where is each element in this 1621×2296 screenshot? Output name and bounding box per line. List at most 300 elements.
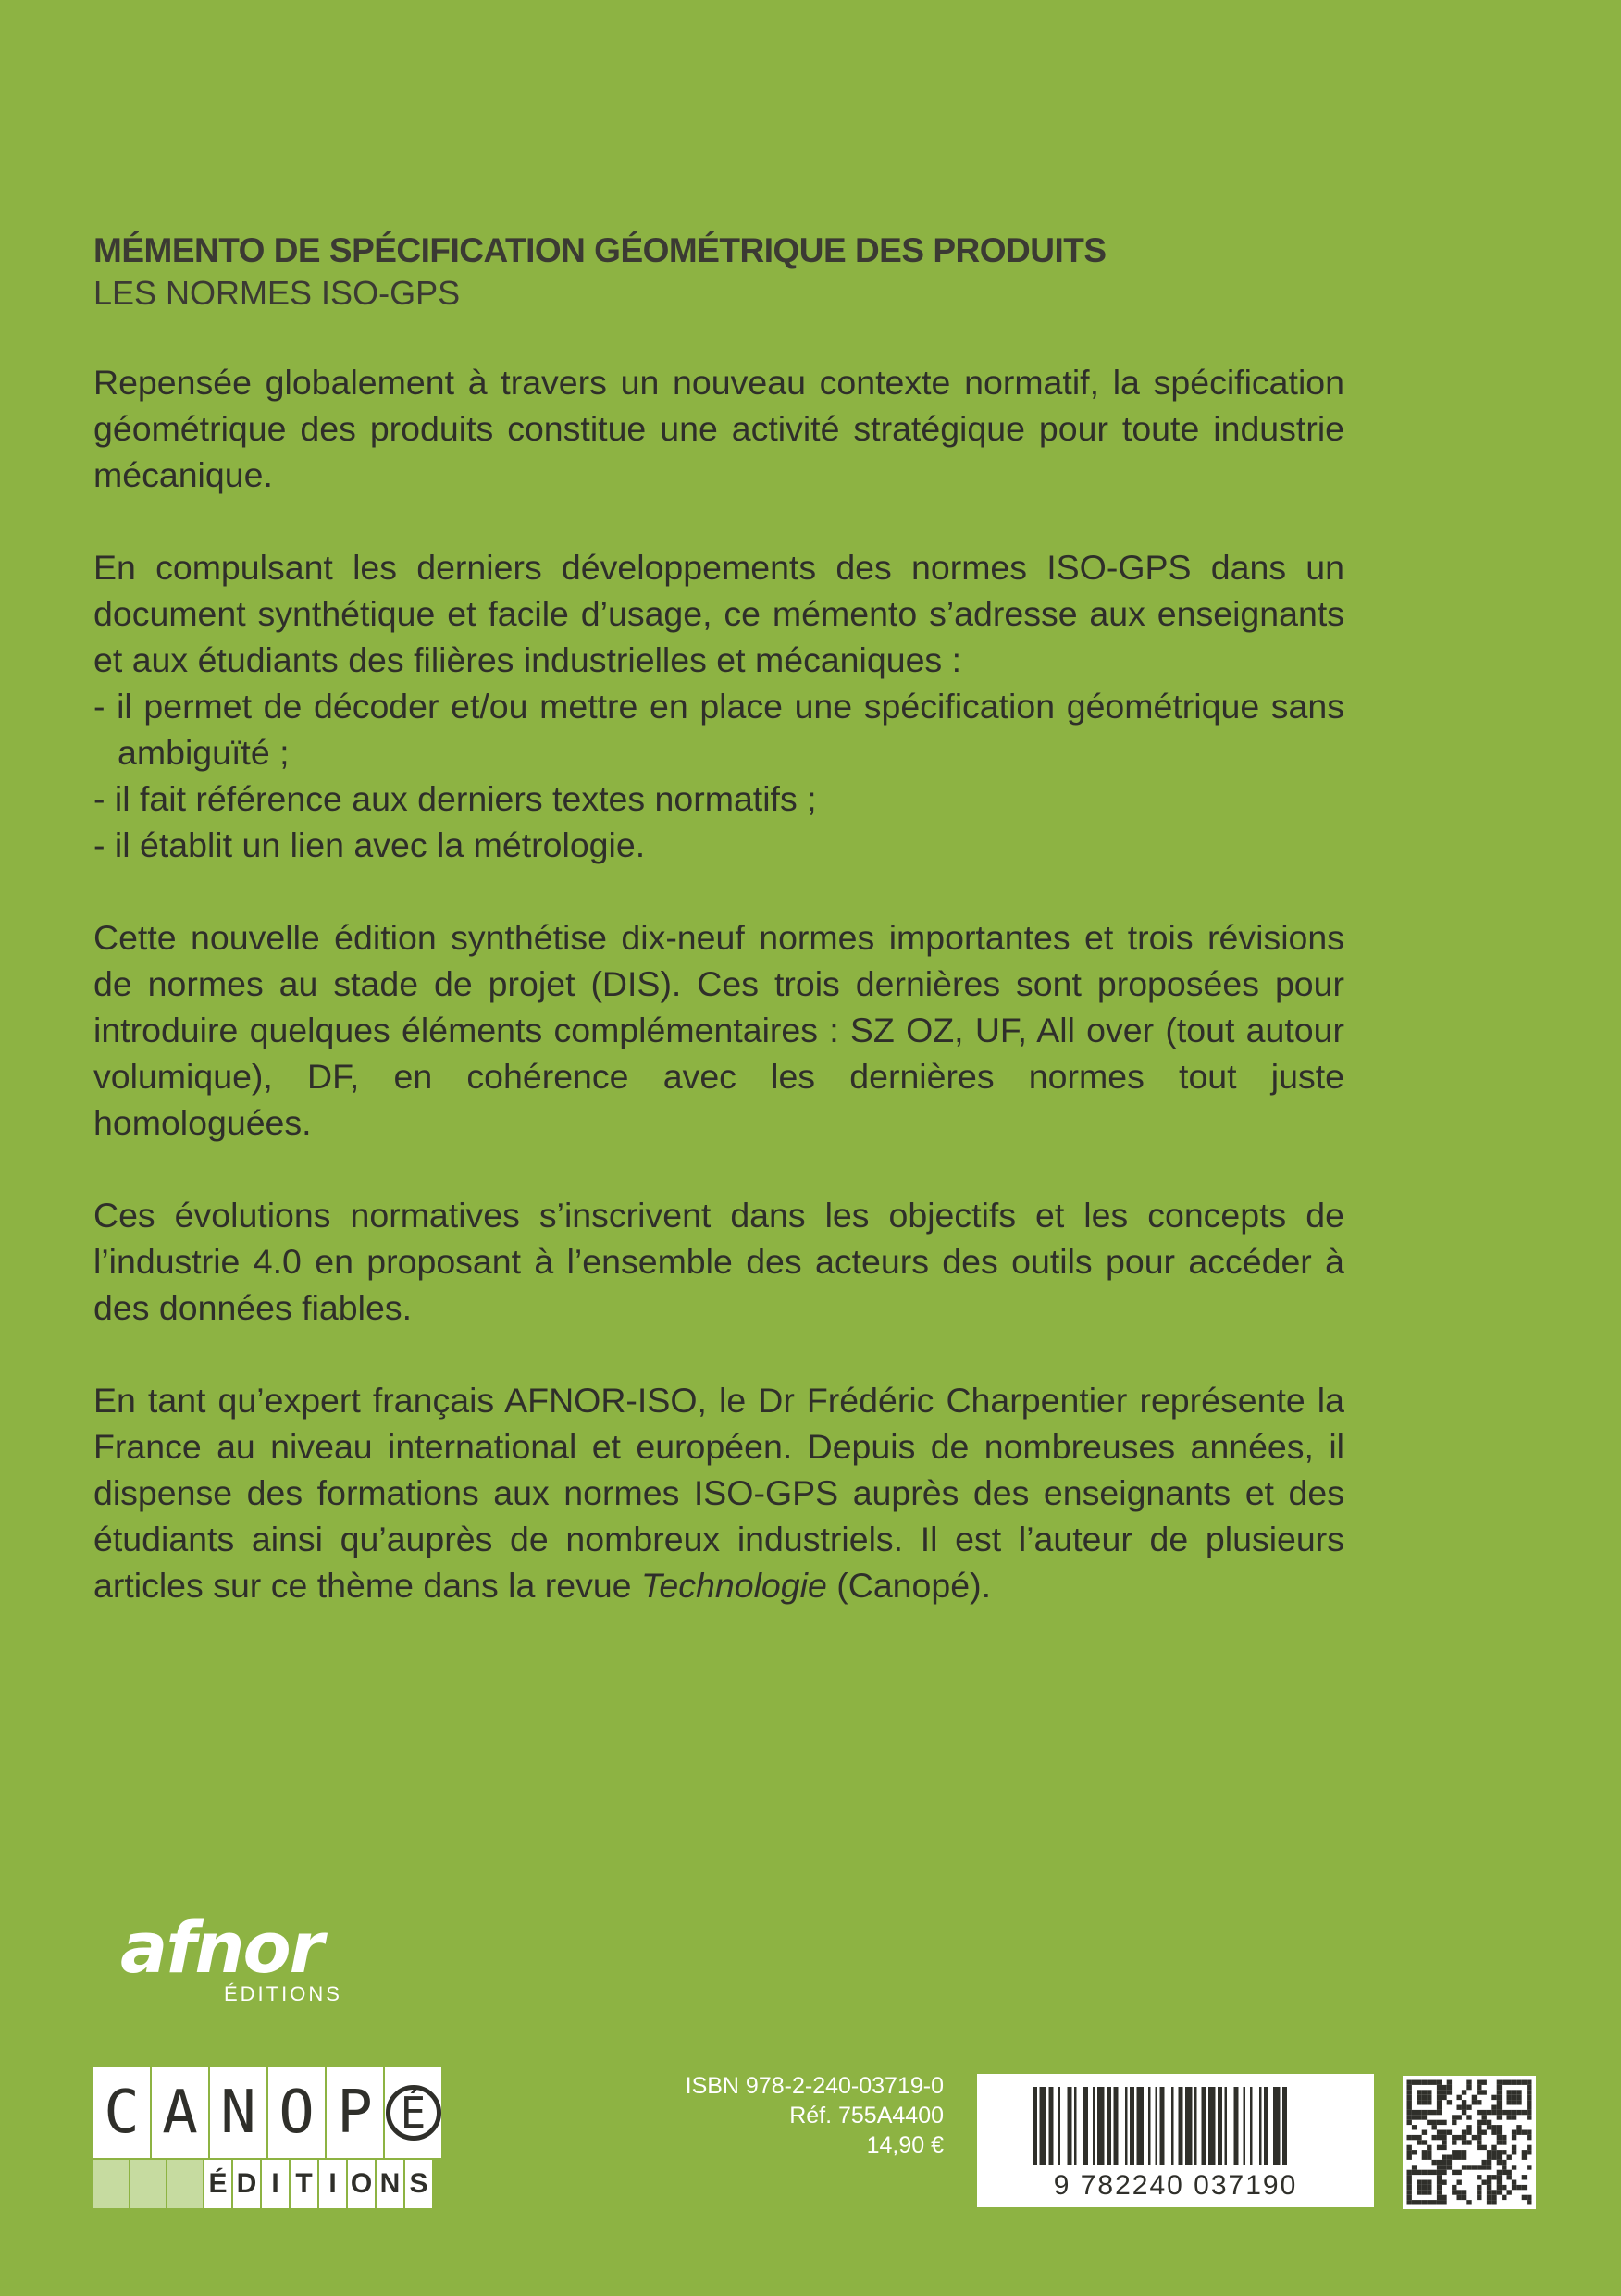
qr-module (1482, 2130, 1487, 2135)
qr-module (1466, 2130, 1471, 2135)
qr-module (1516, 2185, 1521, 2190)
qr-module (1522, 2175, 1527, 2179)
qr-module (1497, 2125, 1502, 2129)
barcode-bar (1058, 2087, 1061, 2165)
qr-module (1407, 2155, 1412, 2160)
qr-module (1412, 2165, 1417, 2169)
paragraph-audience (93, 544, 1344, 868)
feature-item: - il permet de décoder et/ou mettre en place une spécification géométrique sans ambiguïté ; (93, 687, 1344, 772)
barcode-bar (1125, 2087, 1128, 2165)
qr-module (1507, 2170, 1512, 2175)
qr-module (1417, 2190, 1421, 2194)
qr-module (1457, 2150, 1462, 2154)
qr-module (1477, 2120, 1481, 2125)
qr-module (1442, 2140, 1446, 2144)
qr-module (1442, 2120, 1446, 2125)
qr-module (1527, 2150, 1531, 2154)
qr-module (1477, 2090, 1481, 2094)
qr-module (1482, 2180, 1487, 2185)
qr-code (1403, 2076, 1536, 2209)
qr-module (1427, 2155, 1431, 2160)
qr-module (1457, 2115, 1462, 2119)
qr-module (1507, 2100, 1512, 2104)
qr-module (1512, 2130, 1516, 2135)
qr-module (1407, 2080, 1412, 2085)
qr-module (1462, 2155, 1466, 2160)
qr-module (1422, 2090, 1427, 2094)
qr-module (1412, 2080, 1417, 2085)
paragraph-edition: Cette nouvelle édition synthétise dix-neuf normes importantes et trois révisions de normes au stade de projet (DIS). Ces trois dernières sont proposées pour introduire quelques éléments complémentaires : SZ OZ, UF, All over (tout autour volumique), DF, en cohérence avec les dernières normes tout juste homologuées. (93, 918, 1344, 1142)
qr-module (1462, 2100, 1466, 2104)
barcode-bar (1137, 2087, 1145, 2165)
qr-module (1452, 2170, 1456, 2175)
qr-module (1462, 2195, 1466, 2200)
qr-module (1512, 2095, 1516, 2100)
qr-module (1422, 2115, 1427, 2119)
qr-module (1427, 2150, 1431, 2154)
qr-module (1512, 2090, 1516, 2094)
qr-module (1452, 2150, 1456, 2154)
qr-module (1527, 2200, 1531, 2204)
canope-sub-letter: D (233, 2160, 260, 2208)
qr-module (1437, 2175, 1442, 2179)
qr-module (1527, 2100, 1531, 2104)
qr-module (1437, 2185, 1442, 2190)
qr-module (1432, 2125, 1437, 2129)
qr-module (1437, 2190, 1442, 2194)
qr-module (1422, 2100, 1427, 2104)
book-title: MÉMENTO DE SPÉCIFICATION GÉOMÉTRIQUE DES PRODUITS (93, 231, 1107, 269)
qr-module (1497, 2160, 1502, 2165)
qr-module (1407, 2170, 1412, 2175)
qr-module (1457, 2155, 1462, 2160)
qr-module (1437, 2080, 1442, 2085)
qr-module (1447, 2165, 1452, 2169)
barcode-bar (1259, 2087, 1262, 2165)
book-subtitle: LES NORMES ISO-GPS (93, 274, 461, 312)
barcode-bar (1273, 2087, 1281, 2165)
qr-module (1437, 2145, 1442, 2150)
qr-module (1417, 2095, 1421, 2100)
qr-module (1507, 2095, 1512, 2100)
qr-module (1437, 2165, 1442, 2169)
qr-module (1422, 2170, 1427, 2175)
qr-module (1437, 2195, 1442, 2200)
qr-module (1437, 2085, 1442, 2090)
canope-sub-letter: N (377, 2160, 403, 2208)
qr-module (1427, 2080, 1431, 2085)
barcode-bar (1185, 2087, 1193, 2165)
qr-module (1477, 2100, 1481, 2104)
qr-module (1457, 2180, 1462, 2185)
qr-module (1487, 2160, 1491, 2165)
qr-module (1497, 2090, 1502, 2094)
qr-module (1452, 2190, 1456, 2194)
qr-module (1447, 2080, 1452, 2085)
qr-module (1497, 2190, 1502, 2194)
canope-logo (93, 2067, 502, 2208)
qr-module (1497, 2100, 1502, 2104)
barcode-bar (1234, 2087, 1239, 2165)
qr-module (1527, 2195, 1531, 2200)
qr-module (1466, 2125, 1471, 2129)
qr-module (1432, 2110, 1437, 2115)
qr-module (1482, 2160, 1487, 2165)
qr-module (1452, 2120, 1456, 2125)
qr-module (1482, 2090, 1487, 2094)
isbn: ISBN 978-2-240-03719-0 (685, 2073, 944, 2099)
qr-module (1422, 2130, 1427, 2135)
reference: Réf. 755A4400 (789, 2103, 944, 2128)
qr-module (1502, 2165, 1506, 2169)
qr-module (1407, 2095, 1412, 2100)
qr-module (1437, 2135, 1442, 2140)
qr-module (1407, 2150, 1412, 2154)
qr-module (1482, 2115, 1487, 2119)
qr-module (1527, 2135, 1531, 2140)
qr-module (1491, 2125, 1496, 2129)
qr-module (1407, 2100, 1412, 2104)
qr-module (1491, 2195, 1496, 2200)
canope-sub-letter: I (319, 2160, 346, 2208)
barcode-bar (1033, 2087, 1037, 2165)
qr-module (1407, 2180, 1412, 2185)
qr-module (1507, 2190, 1512, 2194)
qr-module (1527, 2085, 1531, 2090)
qr-module (1487, 2190, 1491, 2194)
qr-module (1442, 2085, 1446, 2090)
qr-module (1512, 2180, 1516, 2185)
qr-module (1442, 2130, 1446, 2135)
qr-module (1452, 2140, 1456, 2144)
qr-module (1427, 2090, 1431, 2094)
qr-module (1452, 2135, 1456, 2140)
qr-module (1417, 2200, 1421, 2204)
qr-module (1487, 2110, 1491, 2115)
qr-module (1437, 2090, 1442, 2094)
qr-module (1522, 2195, 1527, 2200)
qr-module (1482, 2165, 1487, 2169)
canope-sub-letter: O (348, 2160, 375, 2208)
qr-module (1412, 2170, 1417, 2175)
qr-code-pattern (1403, 2076, 1536, 2209)
qr-module (1491, 2130, 1496, 2135)
barcode-bar (1083, 2087, 1088, 2165)
qr-module (1527, 2165, 1531, 2169)
qr-module (1522, 2110, 1527, 2115)
qr-module (1407, 2185, 1412, 2190)
qr-module (1432, 2160, 1437, 2165)
qr-module (1442, 2155, 1446, 2160)
feature-item: - il fait référence aux derniers textes normatifs ; (93, 779, 817, 818)
qr-module (1512, 2150, 1516, 2154)
qr-module (1487, 2155, 1491, 2160)
qr-module (1477, 2165, 1481, 2169)
qr-module (1412, 2115, 1417, 2119)
qr-module (1466, 2105, 1471, 2110)
qr-module (1487, 2120, 1491, 2125)
qr-module (1417, 2110, 1421, 2115)
qr-module (1516, 2130, 1521, 2135)
qr-module (1447, 2090, 1452, 2094)
qr-module (1491, 2105, 1496, 2110)
qr-module (1422, 2155, 1427, 2160)
barcode-bar (1148, 2087, 1151, 2165)
canope-letter: C (93, 2067, 150, 2158)
qr-module (1527, 2105, 1531, 2110)
qr-module (1497, 2140, 1502, 2144)
qr-module (1491, 2095, 1496, 2100)
barcode-bar (1264, 2087, 1268, 2165)
canope-pale-block (167, 2160, 203, 2208)
qr-module (1442, 2160, 1446, 2165)
qr-module (1466, 2085, 1471, 2090)
qr-module (1487, 2185, 1491, 2190)
qr-module (1452, 2185, 1456, 2190)
qr-module (1477, 2135, 1481, 2140)
qr-module (1497, 2150, 1502, 2154)
afnor-brand: afnor (120, 1906, 323, 1989)
qr-module (1457, 2170, 1462, 2175)
qr-module (1497, 2180, 1502, 2185)
barcode-bar (1049, 2087, 1054, 2165)
qr-module (1417, 2115, 1421, 2119)
qr-module (1462, 2165, 1466, 2169)
qr-module (1487, 2180, 1491, 2185)
qr-module (1477, 2175, 1481, 2179)
qr-module (1462, 2190, 1466, 2194)
qr-module (1437, 2130, 1442, 2135)
qr-module (1412, 2200, 1417, 2204)
qr-module (1462, 2150, 1466, 2154)
qr-module (1497, 2080, 1502, 2085)
qr-module (1477, 2080, 1481, 2085)
barcode-bar (1160, 2087, 1165, 2165)
qr-module (1407, 2145, 1412, 2150)
qr-module (1427, 2120, 1431, 2125)
qr-module (1417, 2180, 1421, 2185)
qr-module (1527, 2080, 1531, 2085)
qr-module (1432, 2135, 1437, 2140)
barcode-bar (1250, 2087, 1253, 2165)
barcode-bar (1208, 2087, 1216, 2165)
qr-module (1497, 2175, 1502, 2179)
barcode-digits: 9 782240 037190 (1053, 2170, 1298, 2201)
qr-module (1512, 2165, 1516, 2169)
qr-module (1502, 2160, 1506, 2165)
qr-module (1442, 2165, 1446, 2169)
qr-module (1497, 2095, 1502, 2100)
qr-module (1427, 2095, 1431, 2100)
qr-module (1472, 2100, 1477, 2104)
barcode-bar (1179, 2087, 1183, 2165)
qr-module (1497, 2085, 1502, 2090)
qr-module (1417, 2100, 1421, 2104)
qr-module (1427, 2100, 1431, 2104)
qr-module (1507, 2115, 1512, 2119)
canope-sub-letter: É (204, 2160, 231, 2208)
qr-module (1497, 2130, 1502, 2135)
author-text-a: En tant qu’expert français AFNOR-ISO, le Dr Frédéric Charpentier représente la France au niveau international et européen. Depuis de nombreuses années, il dispense des formations aux normes ISO-GPS auprès des enseignants et des étudiants ainsi qu’auprès de nombreux industriels. Il est l’auteur de plusieurs articles sur ce thème dans la revue (93, 1381, 1344, 1605)
qr-module (1447, 2160, 1452, 2165)
qr-module (1502, 2150, 1506, 2154)
canope-letter: A (152, 2067, 208, 2158)
qr-module (1447, 2130, 1452, 2135)
qr-module (1422, 2185, 1427, 2190)
qr-module (1472, 2095, 1477, 2100)
paragraph-author (93, 1377, 1344, 1608)
qr-module (1422, 2095, 1427, 2100)
qr-module (1462, 2090, 1466, 2094)
qr-module (1447, 2100, 1452, 2104)
qr-module (1447, 2155, 1452, 2160)
qr-module (1462, 2110, 1466, 2115)
qr-module (1422, 2180, 1427, 2185)
qr-module (1512, 2145, 1516, 2150)
qr-module (1477, 2195, 1481, 2200)
barcode-bar (1040, 2087, 1047, 2165)
feature-list (93, 683, 1344, 868)
qr-module (1407, 2120, 1412, 2125)
qr-module (1432, 2080, 1437, 2085)
qr-module (1482, 2110, 1487, 2115)
qr-module (1437, 2200, 1442, 2204)
qr-module (1512, 2110, 1516, 2115)
qr-module (1491, 2200, 1496, 2204)
qr-module (1427, 2170, 1431, 2175)
qr-module (1487, 2150, 1491, 2154)
qr-module (1437, 2180, 1442, 2185)
qr-module (1522, 2130, 1527, 2135)
qr-module (1442, 2200, 1446, 2204)
qr-module (1457, 2095, 1462, 2100)
qr-module (1422, 2110, 1427, 2115)
qr-module (1522, 2155, 1527, 2160)
qr-module (1472, 2135, 1477, 2140)
qr-module (1457, 2190, 1462, 2194)
barcode-bar (1282, 2087, 1287, 2165)
qr-module (1457, 2105, 1462, 2110)
author-text-b: (Canopé). (826, 1566, 992, 1605)
qr-module (1442, 2145, 1446, 2150)
qr-module (1497, 2110, 1502, 2115)
qr-module (1522, 2150, 1527, 2154)
price: 14,90 € (866, 2132, 944, 2158)
paragraph-industry: Ces évolutions normatives s’inscrivent dans les objectifs et les concepts de l’industrie 4.0 en proposant à l’ensemble des acteurs des outils pour accéder à des données fiables. (93, 1196, 1344, 1327)
barcode-bar (1107, 2087, 1111, 2165)
qr-module (1437, 2095, 1442, 2100)
qr-module (1482, 2145, 1487, 2150)
qr-module (1516, 2125, 1521, 2129)
qr-module (1477, 2085, 1481, 2090)
qr-module (1522, 2185, 1527, 2190)
qr-module (1462, 2105, 1466, 2110)
qr-module (1462, 2135, 1466, 2140)
qr-module (1497, 2135, 1502, 2140)
qr-module (1487, 2200, 1491, 2204)
qr-module (1466, 2165, 1471, 2169)
qr-module (1437, 2105, 1442, 2110)
qr-module (1497, 2185, 1502, 2190)
barcode-bar (1244, 2087, 1246, 2165)
qr-module (1516, 2095, 1521, 2100)
canope-sub-letter: T (291, 2160, 317, 2208)
qr-module (1527, 2090, 1531, 2094)
qr-module (1477, 2110, 1481, 2115)
barcode-bar (1074, 2087, 1077, 2165)
qr-module (1516, 2080, 1521, 2085)
afnor-logo (120, 1906, 361, 2017)
qr-module (1512, 2115, 1516, 2119)
qr-module (1422, 2140, 1427, 2144)
qr-module (1432, 2120, 1437, 2125)
qr-module (1497, 2105, 1502, 2110)
qr-module (1407, 2175, 1412, 2179)
barcode-bar (1218, 2087, 1222, 2165)
paragraph-intro: Repensée globalement à travers un nouveau contexte normatif, la spécification géométrique des produits constitue une activité stratégique pour toute industrie mécanique. (93, 363, 1344, 494)
qr-module (1442, 2195, 1446, 2200)
qr-module (1507, 2080, 1512, 2085)
qr-module (1507, 2110, 1512, 2115)
qr-module (1472, 2165, 1477, 2169)
qr-module (1507, 2175, 1512, 2179)
qr-module (1491, 2175, 1496, 2179)
qr-module (1412, 2110, 1417, 2115)
qr-module (1502, 2185, 1506, 2190)
qr-module (1466, 2080, 1471, 2085)
qr-module (1491, 2145, 1496, 2150)
book-metadata (592, 2071, 944, 2160)
qr-module (1432, 2200, 1437, 2204)
qr-module (1466, 2115, 1471, 2119)
qr-module (1457, 2135, 1462, 2140)
qr-module (1477, 2125, 1481, 2129)
qr-module (1407, 2190, 1412, 2194)
qr-module (1407, 2195, 1412, 2200)
afnor-editions: ÉDITIONS (224, 1982, 342, 2005)
barcode-bar (1097, 2087, 1105, 2165)
canope-sub-letter: S (405, 2160, 432, 2208)
qr-module (1407, 2105, 1412, 2110)
barcode-bar (1114, 2087, 1119, 2165)
qr-module (1422, 2190, 1427, 2194)
qr-module (1462, 2130, 1466, 2135)
barcode-bar (1202, 2087, 1206, 2165)
qr-module (1417, 2080, 1421, 2085)
qr-module (1427, 2180, 1431, 2185)
qr-module (1516, 2100, 1521, 2104)
barcode-bar (1156, 2087, 1158, 2165)
qr-module (1412, 2150, 1417, 2154)
qr-module (1427, 2200, 1431, 2204)
qr-module (1427, 2185, 1431, 2190)
qr-module (1502, 2135, 1506, 2140)
qr-module (1487, 2175, 1491, 2179)
qr-module (1477, 2190, 1481, 2194)
qr-module (1527, 2110, 1531, 2115)
qr-module (1507, 2090, 1512, 2094)
qr-module (1491, 2110, 1496, 2115)
qr-module (1437, 2120, 1442, 2125)
qr-module (1412, 2135, 1417, 2140)
qr-module (1482, 2080, 1487, 2085)
qr-module (1491, 2155, 1496, 2160)
qr-module (1427, 2110, 1431, 2115)
qr-module (1527, 2095, 1531, 2100)
canope-sub-letter: I (262, 2160, 289, 2208)
qr-module (1407, 2135, 1412, 2140)
qr-module (1516, 2090, 1521, 2094)
